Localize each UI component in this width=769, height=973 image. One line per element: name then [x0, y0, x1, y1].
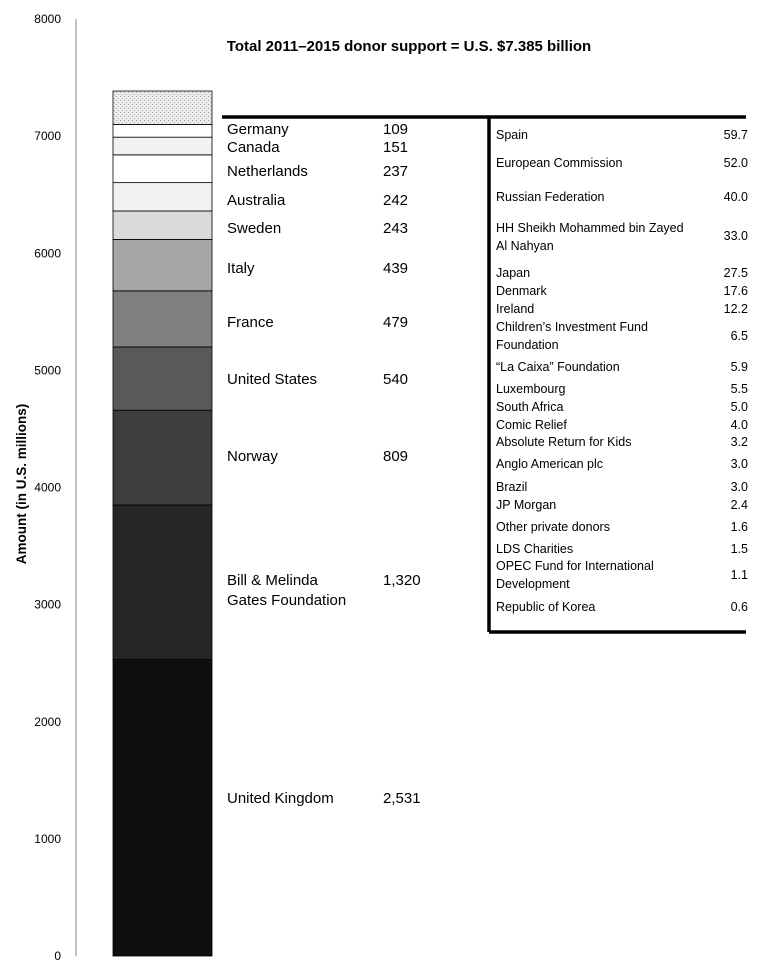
other-donor-name-children-s-investment-fund-foundation: Children’s Investment Fund Foundation [496, 320, 648, 352]
other-donor-value-absolute-return-for-kids: 3.2 [730, 435, 748, 449]
bar-segment-other-donors [113, 91, 212, 124]
y-tick-label: 7000 [34, 129, 61, 144]
other-donor-name-spain: Spain [496, 128, 528, 142]
other-donor-name-jp-morgan: JP Morgan [496, 498, 557, 512]
donor-value-norway: 809 [383, 448, 409, 465]
donor-value-sweden: 243 [383, 220, 409, 237]
other-donor-name-lds-charities: LDS Charities [496, 542, 574, 556]
y-tick-label: 4000 [34, 480, 61, 495]
y-tick-label: 5000 [34, 363, 61, 378]
bar-segment-bill-melinda-gates-foundation [113, 505, 212, 660]
donor-name-italy: Italy [227, 260, 255, 277]
other-donor-name-japan: Japan [496, 266, 531, 280]
donor-name-australia: Australia [227, 192, 286, 209]
other-donor-value-other-private-donors: 1.6 [730, 520, 748, 534]
donor-name-norway: Norway [227, 448, 278, 465]
y-tick-label: 2000 [34, 714, 61, 729]
other-donor-value-luxembourg: 5.5 [730, 382, 748, 396]
bar-segment-netherlands [113, 155, 212, 183]
other-donor-value-south-africa: 5.0 [730, 400, 748, 414]
donor-name-united-kingdom: United Kingdom [227, 790, 334, 807]
other-donor-name-south-africa: South Africa [496, 400, 564, 414]
donor-name-united-states: United States [227, 371, 318, 388]
donor-value-germany: 109 [383, 121, 409, 138]
other-donor-name-comic-relief: Comic Relief [496, 418, 567, 432]
y-tick-label: 0 [54, 949, 61, 963]
other-donor-value-japan: 27.5 [723, 266, 748, 280]
other-donor-value-russian-federation: 40.0 [723, 190, 748, 204]
donor-name-bill-melinda-gates-foundation: Bill & Melinda Gates Foundation [227, 572, 347, 609]
y-axis-label: Amount (in U.S. millions) [14, 403, 29, 565]
bar-segment-italy [113, 239, 212, 290]
other-donor-value-lds-charities: 1.5 [730, 542, 748, 556]
other-donor-value-denmark: 17.6 [723, 284, 748, 298]
other-donor-value-hh-sheikh-mohammed-bin-zayed-al-nahyan: 33.0 [723, 229, 748, 243]
other-donor-value-republic-of-korea: 0.6 [730, 600, 748, 614]
other-donor-value-opec-fund-for-international-development: 1.1 [730, 568, 748, 582]
bar-segment-australia [113, 183, 212, 211]
bar-segment-united-kingdom [113, 660, 212, 956]
other-donor-name-republic-of-korea: Republic of Korea [496, 600, 596, 614]
other-donor-name-ireland: Ireland [496, 302, 535, 316]
donor-value-united-states: 540 [383, 371, 409, 388]
donor-name-germany: Germany [227, 121, 289, 138]
y-axis-ticks [34, 12, 61, 963]
other-donor-name-european-commission: European Commission [496, 156, 623, 170]
donor-name-sweden: Sweden [227, 220, 282, 237]
donor-value-australia: 242 [383, 192, 409, 209]
donor-value-bill-melinda-gates-foundation: 1,320 [383, 572, 421, 589]
other-donor-value-comic-relief: 4.0 [730, 418, 748, 432]
other-donor-labels [496, 128, 748, 614]
other-donor-value-children-s-investment-fund-foundation: 6.5 [730, 329, 748, 343]
other-donor-value-european-commission: 52.0 [723, 156, 748, 170]
bar-segment-france [113, 291, 212, 347]
other-donor-value-anglo-american-plc: 3.0 [730, 457, 748, 471]
donor-value-italy: 439 [383, 260, 409, 277]
major-donor-labels [227, 121, 421, 807]
other-donor-name-absolute-return-for-kids: Absolute Return for Kids [496, 435, 632, 449]
bar-segment-canada [113, 137, 212, 155]
donor-value-netherlands: 237 [383, 163, 409, 180]
bar-segment-sweden [113, 211, 212, 239]
other-donor-value-ireland: 12.2 [723, 302, 748, 316]
donor-value-canada: 151 [383, 139, 409, 156]
other-donor-name-denmark: Denmark [496, 284, 547, 298]
y-tick-label: 3000 [34, 597, 61, 612]
other-donor-value-brazil: 3.0 [730, 480, 748, 494]
other-donor-name-hh-sheikh-mohammed-bin-zayed-al-nahyan: HH Sheikh Mohammed bin Zayed Al Nahyan [496, 221, 684, 253]
other-donor-value-spain: 59.7 [723, 128, 748, 142]
other-donor-name-brazil: Brazil [496, 480, 528, 494]
chart-title: Total 2011–2015 donor support = U.S. $7.385 billion [226, 38, 592, 55]
y-tick-label: 8000 [34, 12, 61, 26]
bar-segment-germany [113, 124, 212, 137]
other-donor-name-la-caixa-foundation: “La Caixa” Foundation [496, 360, 620, 374]
other-donor-name-opec-fund-for-international-development: OPEC Fund for International Development [496, 559, 654, 591]
donor-name-netherlands: Netherlands [227, 163, 308, 180]
other-donor-name-anglo-american-plc: Anglo American plc [496, 457, 604, 471]
donor-name-canada: Canada [227, 139, 280, 156]
bar-segment-united-states [113, 347, 212, 410]
other-donor-name-russian-federation: Russian Federation [496, 190, 605, 204]
donor-value-united-kingdom: 2,531 [383, 790, 421, 807]
other-donor-value-jp-morgan: 2.4 [730, 498, 748, 512]
other-donor-name-other-private-donors: Other private donors [496, 520, 610, 534]
stacked-bar [113, 91, 212, 956]
y-tick-label: 1000 [34, 831, 61, 846]
bar-segment-norway [113, 410, 212, 505]
other-donor-name-luxembourg: Luxembourg [496, 382, 566, 396]
other-donor-value-la-caixa-foundation: 5.9 [730, 360, 748, 374]
y-tick-label: 6000 [34, 246, 61, 261]
donor-name-france: France [227, 314, 274, 331]
donor-value-france: 479 [383, 314, 409, 331]
